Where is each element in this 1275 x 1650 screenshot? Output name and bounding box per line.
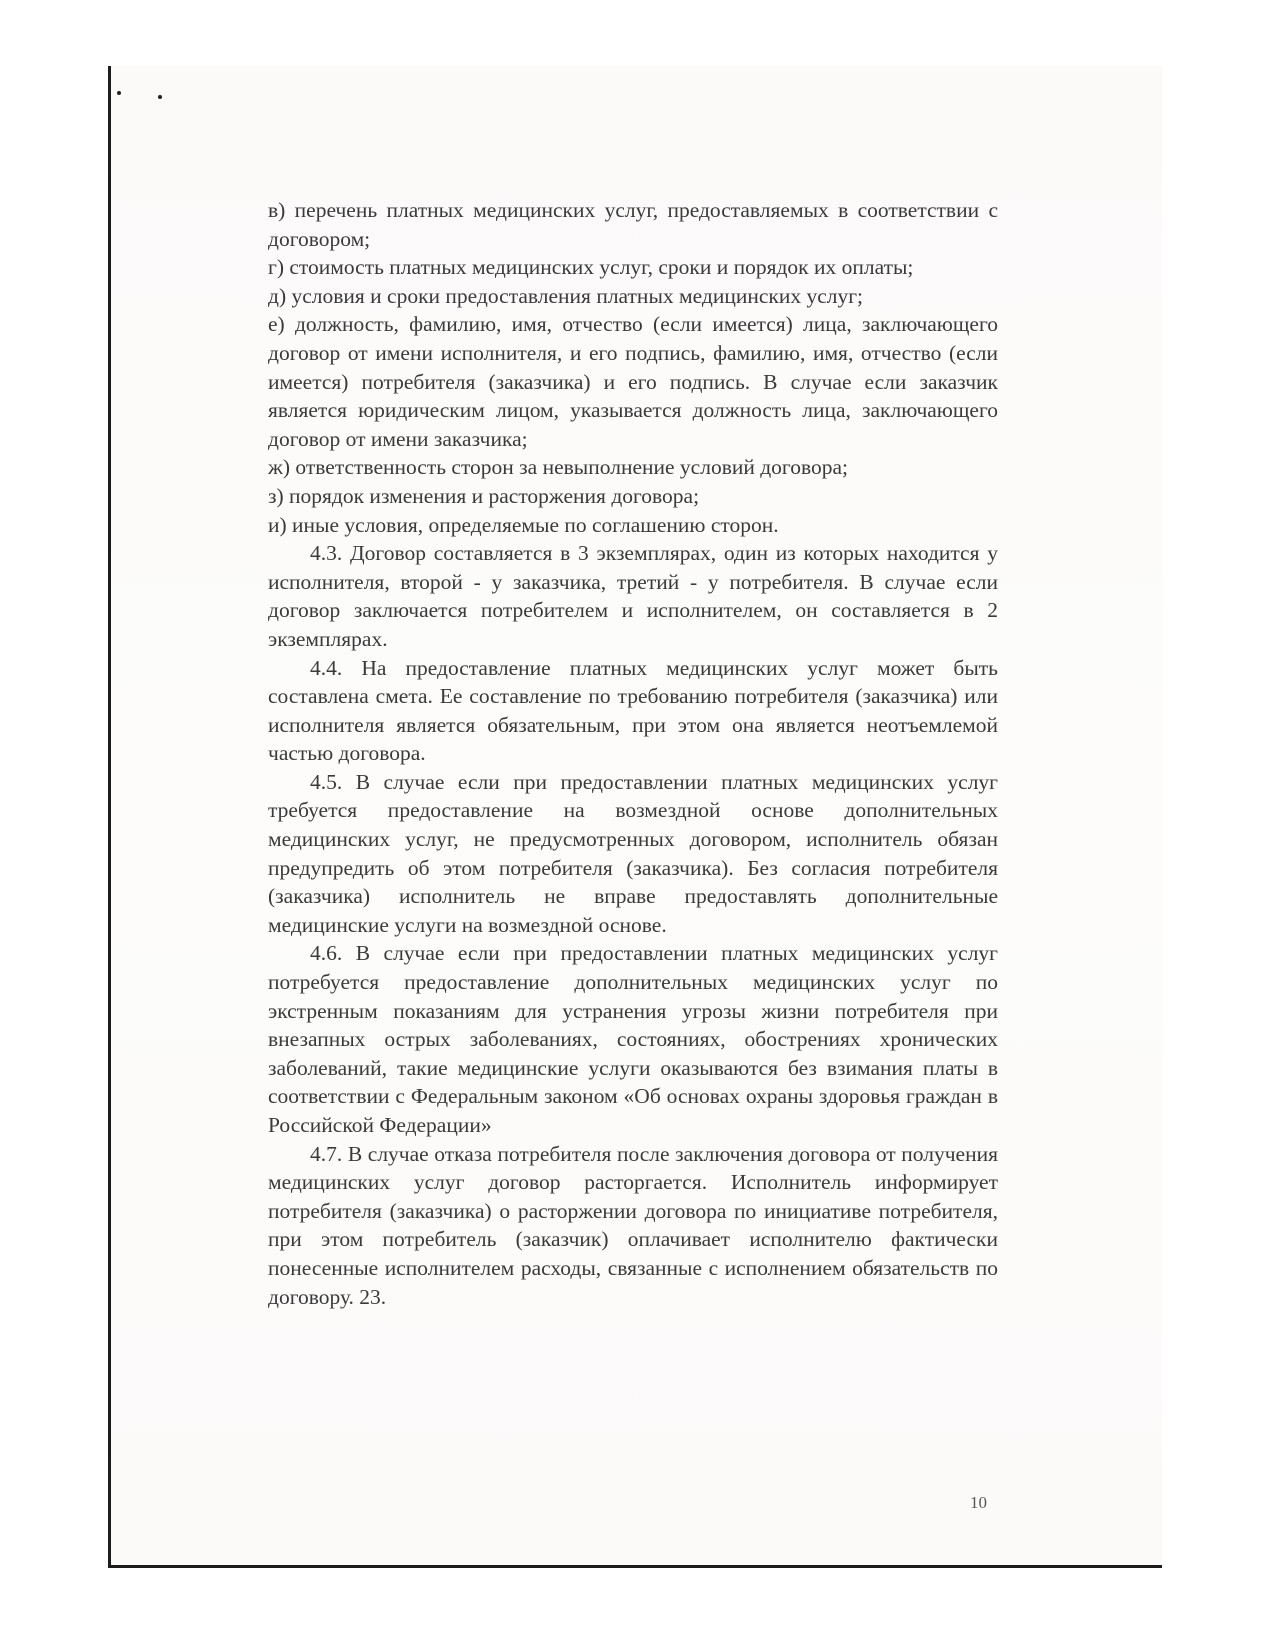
clause-4-7: 4.7. В случае отказа потребителя после заключения договора от получения медицинских услуг договор расторгается. Исполнитель информирует потребителя (заказчика) о расторжении договора по инициативе потребителя, при этом потребитель (заказчик) оплачивает исполнителю фактически понесенные исполнителем расходы, связанные с исполнением обязательств по договору. 23. — [268, 1141, 998, 1309]
clause-4-5: 4.5. В случае если при предоставлении платных медицинских услуг требуется предоставление на возмездной основе дополнительных медицинских услуг, не предусмотренных договором, исполнитель обязан предупредить об этом потребителя (заказчика). Без согласия потребителя (заказчика) исполнитель не вправе предоставлять дополнительные медицинские услуги на возмездной основе. — [268, 769, 998, 937]
clause-4-4: 4.4. На предоставление платных медицинских услуг может быть составлена смета. Ее составление по требованию потребителя (заказчика) или исполнителя является обязательным, при этом она является неотъемлемой частью договора. — [268, 655, 998, 766]
list-item-e: е) должность, фамилию, имя, отчество (если имеется) лица, заключающего договор от имени исполнителя, и его подпись, фамилию, имя, отчество (если имеется) потребителя (заказчика) и его подпись. В случае если заказчик является юридическим лицом, указывается должность лица, заключающего договор от имени заказчика; — [268, 312, 998, 451]
clause-4-3: 4.3. Договор составляется в 3 экземплярах, один из которых находится у исполнителя, второй - у заказчика, третий - у потребителя. В случае если договор заключается потребителем и исполнителем, он составляется в 2 экземплярах. — [268, 541, 998, 651]
list-item-g: г) стоимость платных медицинских услуг, сроки и порядок их оплаты; — [268, 255, 914, 280]
clause-4-6: 4.6. В случае если при предоставлении платных медицинских услуг потребуется предоставление дополнительных медицинских услуг по экстренным показаниям для устранения угрозы жизни потребителя при внезапных острых заболеваниях, состояниях, обострениях хронических заболеваний, такие медицинские услуги оказываются без взимания платы в соответствии с Федеральным законом «Об основах охраны здоровья граждан в Российской Федерации» — [268, 941, 998, 1137]
list-item-v: в) перечень платных медицинских услуг, предоставляемых в соответствии с договором; — [268, 198, 998, 251]
scan-speck — [117, 91, 121, 95]
list-item-z: з) порядок изменения и расторжения договора; — [268, 483, 700, 508]
list-item-d: д) условия и сроки предоставления платных медицинских услуг; — [268, 283, 864, 308]
list-item-zh: ж) ответственность сторон за невыполнение условий договора; — [268, 455, 848, 480]
document-body — [268, 196, 998, 1311]
page-number: 10 — [970, 1493, 987, 1512]
list-item-i: и) иные условия, определяемые по соглашению сторон. — [268, 512, 779, 537]
scan-speck — [158, 95, 162, 99]
